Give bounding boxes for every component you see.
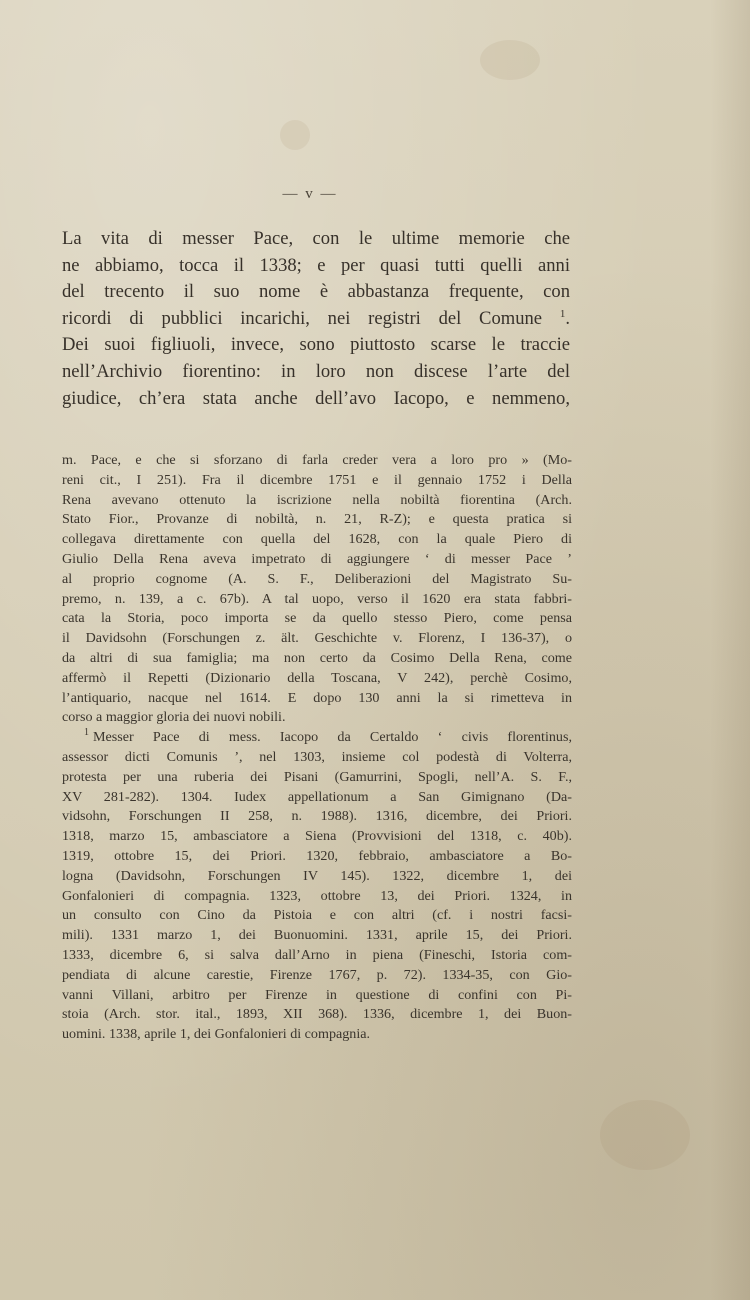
paper-stain xyxy=(600,1100,690,1170)
main-text-line: nell’Archivio fiorentino: in loro non discese l’arte del xyxy=(62,360,570,382)
footnote-line: affermò il Repetti (Dizionario della Toscana, V 242), perchè Cosimo, xyxy=(62,669,572,686)
footnote-reference-suffix: . xyxy=(565,307,570,329)
page-number: — v — xyxy=(282,186,338,202)
footnotes xyxy=(62,451,572,1045)
footnote-line: collegava direttamente con quella del 1628, con la quale Piero di xyxy=(62,531,572,548)
main-text-line: giudice, ch’era stata anche dell’avo Iacopo, e nemmeno, xyxy=(62,387,570,409)
main-text-line-with-footnote xyxy=(62,306,570,333)
main-text-line-content: ricordi di pubblici incarichi, nei registri del Comune xyxy=(62,307,543,329)
footnote-line: Stato Fior., Provanze di nobiltà, n. 21, R-Z); e questa pratica si xyxy=(62,511,572,528)
footnote-line: 1333, dicembre 6, si salva dall’Arno in piena (Fineschi, Istoria com- xyxy=(62,946,572,963)
main-text-line: Dei suoi figliuoli, invece, sono piuttosto scarse le traccie xyxy=(62,334,570,356)
footnote-line: assessor dicti Comunis ’, nel 1303, insieme col podestà di Volterra, xyxy=(62,748,572,765)
paper-stain xyxy=(280,120,310,150)
footnote-line: stoia (Arch. stor. ital., 1893, XII 368). 1336, dicembre 1, dei Buon- xyxy=(62,1006,572,1023)
footnote-line: 1319, ottobre 15, dei Priori. 1320, febbraio, ambasciatore a Bo- xyxy=(62,847,572,864)
main-text-line: del trecento il suo nome è abbastanza frequente, con xyxy=(62,281,570,303)
footnote-line: reni cit., I 251). Fra il dicembre 1751 e il gennaio 1752 i Della xyxy=(62,471,572,488)
paper-stain xyxy=(480,40,540,80)
footnote-line: da altri di sua famiglia; ma non certo da Cosimo Della Rena, come xyxy=(62,649,572,666)
footnote-1 xyxy=(62,728,572,1045)
footnote-line: m. Pace, e che si sforzano di farla creder vera a loro pro » (Mo- xyxy=(62,452,572,468)
footnote-line: l’antiquario, nacque nel 1614. E dopo 130 anni la si rimetteva in xyxy=(62,689,572,706)
footnote-line: XV 281-282). 1304. Iudex appellationum a San Gimignano (Da- xyxy=(62,788,572,805)
footnote-line: 1318, marzo 15, ambasciatore a Siena (Provvisioni del 1318, c. 40b). xyxy=(62,828,572,845)
footnote-line: Rena avevano ottenuto la iscrizione nella nobiltà fiorentina (Arch. xyxy=(62,491,572,508)
footnote-marker: 1 xyxy=(84,727,89,739)
footnote-line: Giulio Della Rena aveva impetrato di aggiungere ‘ di messer Pace ’ xyxy=(62,550,572,567)
page-edge-shadow xyxy=(710,0,750,1300)
footnote-line: un consulto con Cino da Pistoia e con altri (cf. i nostri facsi- xyxy=(62,907,572,924)
footnote-line: uomini. 1338, aprile 1, dei Gonfalonieri di compagnia. xyxy=(62,1026,371,1043)
footnote-reference: 1 xyxy=(559,307,566,320)
footnote-line: vanni Villani, arbitro per Firenze in questione di confini con Pi- xyxy=(62,986,572,1003)
footnote-line: premo, n. 139, a c. 67b). A tal uopo, verso il 1620 era stata fabbri- xyxy=(62,590,572,607)
footnote-line: logna (Davidsohn, Forschungen IV 145). 1322, dicembre 1, dei xyxy=(62,867,572,884)
footnote-line: pendiata di alcune carestie, Firenze 1767, p. 72). 1334-35, con Gio- xyxy=(62,966,572,983)
footnote-line: protesta per una ruberia dei Pisani (Gamurrini, Spogli, nell’A. S. F., xyxy=(62,768,572,785)
footnote-first-line xyxy=(62,728,572,748)
main-text xyxy=(62,226,570,412)
footnote-line: mili). 1331 marzo 1, dei Buonuomini. 1331, aprile 15, dei Priori. xyxy=(62,927,572,944)
footnote-line: vidsohn, Forschungen II 258, n. 1988). 1316, dicembre, dei Priori. xyxy=(62,808,572,825)
footnote-line: Gonfalonieri di compagnia. 1323, ottobre 13, dei Priori. 1324, in xyxy=(62,887,572,904)
footnote-continued xyxy=(62,451,572,728)
footnote-line: al proprio cognome (A. S. F., Deliberazioni del Magistrato Su- xyxy=(62,570,572,587)
footnote-line: cata la Storia, poco importa se da quello stesso Piero, come pensa xyxy=(62,610,572,627)
main-text-line: La vita di messer Pace, con le ultime memorie che xyxy=(62,228,570,249)
footnote-line: corso a maggior gloria dei nuovi nobili. xyxy=(62,709,286,726)
main-text-line: ne abbiamo, tocca il 1338; e per quasi tutti quelli anni xyxy=(62,254,570,276)
footnote-line-content: Messer Pace di mess. Iacopo da Certaldo ‘ civis florentinus, xyxy=(93,729,572,746)
footnote-line: il Davidsohn (Forschungen z. ält. Geschichte v. Florenz, I 136-37), o xyxy=(62,630,572,647)
